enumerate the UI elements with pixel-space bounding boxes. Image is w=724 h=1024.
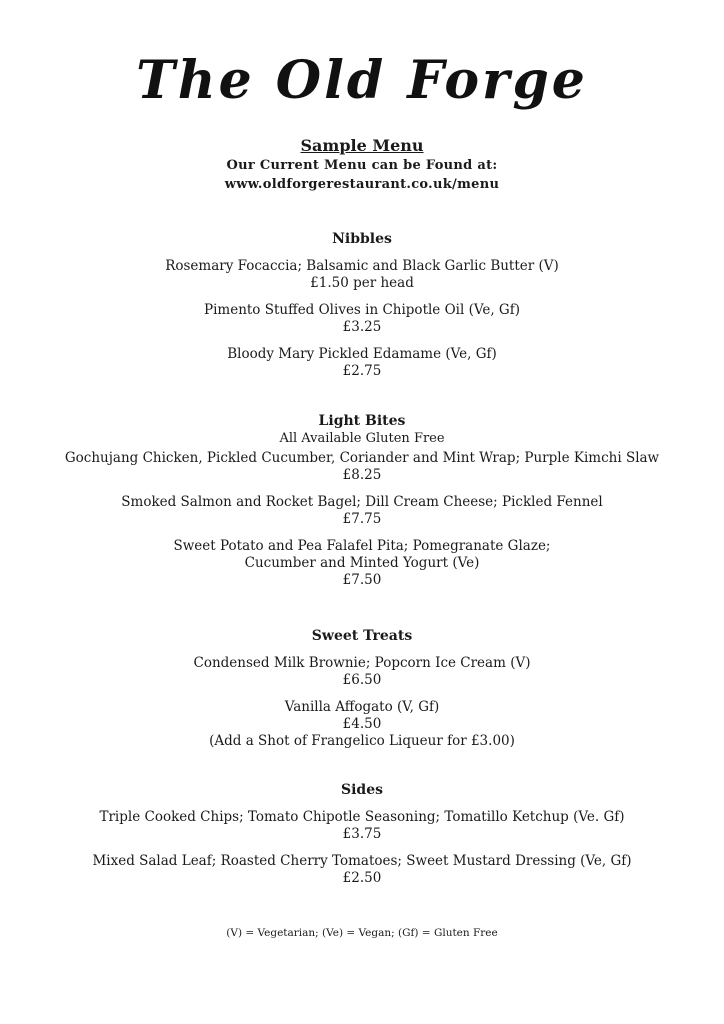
- menu-item: [0, 450, 724, 484]
- sides-section: [0, 781, 724, 897]
- item-note: (Add a Shot of Frangelico Liqueur for £3.00): [209, 733, 515, 749]
- item-name: Vanilla Affogato (V, Gf): [284, 699, 440, 715]
- sides-title: Sides: [340, 782, 383, 798]
- menu-item: [0, 809, 724, 843]
- light-bites-section: [0, 412, 724, 599]
- item-name: Sweet Potato and Pea Falafel Pita; Pomegranate Glaze;: [173, 538, 551, 554]
- light-bites-title: Light Bites: [318, 413, 406, 429]
- item-price: £1.50 per head: [310, 275, 414, 291]
- item-name: Rosemary Focaccia; Balsamic and Black Garlic Butter (V): [165, 258, 559, 274]
- menu-item: [0, 302, 724, 336]
- sample-menu-heading: Sample Menu: [300, 136, 424, 155]
- menu-item: [0, 655, 724, 689]
- item-name-cont: Cucumber and Minted Yogurt (Ve): [244, 555, 480, 571]
- restaurant-title: The Old Forge: [136, 50, 588, 111]
- sweet-treats-section: [0, 627, 724, 760]
- menu-item: [0, 853, 724, 887]
- item-price: £3.75: [342, 826, 382, 842]
- nibbles-title: Nibbles: [332, 231, 392, 247]
- item-name: Pimento Stuffed Olives in Chipotle Oil (Ve, Gf): [204, 302, 520, 318]
- item-name: Smoked Salmon and Rocket Bagel; Dill Cream Cheese; Pickled Fennel: [121, 494, 603, 510]
- menu-item: [0, 258, 724, 292]
- item-price: £6.50: [342, 672, 382, 688]
- item-name: Gochujang Chicken, Pickled Cucumber, Coriander and Mint Wrap; Purple Kimchi Slaw: [64, 450, 660, 466]
- item-price: £2.75: [342, 363, 382, 379]
- light-bites-subtitle: All Available Gluten Free: [279, 431, 445, 446]
- menu-item: [0, 494, 724, 528]
- item-price: £7.75: [342, 511, 382, 527]
- dietary-legend: (V) = Vegetarian; (Ve) = Vegan; (Gf) = Gluten Free: [226, 927, 498, 939]
- item-name: Bloody Mary Pickled Edamame (Ve, Gf): [227, 346, 497, 362]
- item-name: Condensed Milk Brownie; Popcorn Ice Cream (V): [193, 655, 531, 671]
- item-name: Triple Cooked Chips; Tomato Chipotle Seasoning; Tomatillo Ketchup (Ve. Gf): [99, 809, 625, 825]
- current-menu-text: Our Current Menu can be Found at:: [226, 158, 498, 173]
- item-price: £8.25: [342, 467, 382, 483]
- item-name: Mixed Salad Leaf; Roasted Cherry Tomatoes; Sweet Mustard Dressing (Ve, Gf): [92, 853, 632, 869]
- menu-item: [0, 699, 724, 750]
- item-price: £4.50: [342, 716, 382, 732]
- item-price: £3.25: [342, 319, 382, 335]
- menu-item: [0, 346, 724, 380]
- menu-url: www.oldforgerestaurant.co.uk/menu: [224, 177, 500, 192]
- sweet-treats-title: Sweet Treats: [311, 628, 413, 644]
- nibbles-section: [0, 230, 724, 390]
- menu-header: [0, 136, 724, 194]
- menu-item: [0, 538, 724, 589]
- item-price: £2.50: [342, 870, 382, 886]
- item-price: £7.50: [342, 572, 382, 588]
